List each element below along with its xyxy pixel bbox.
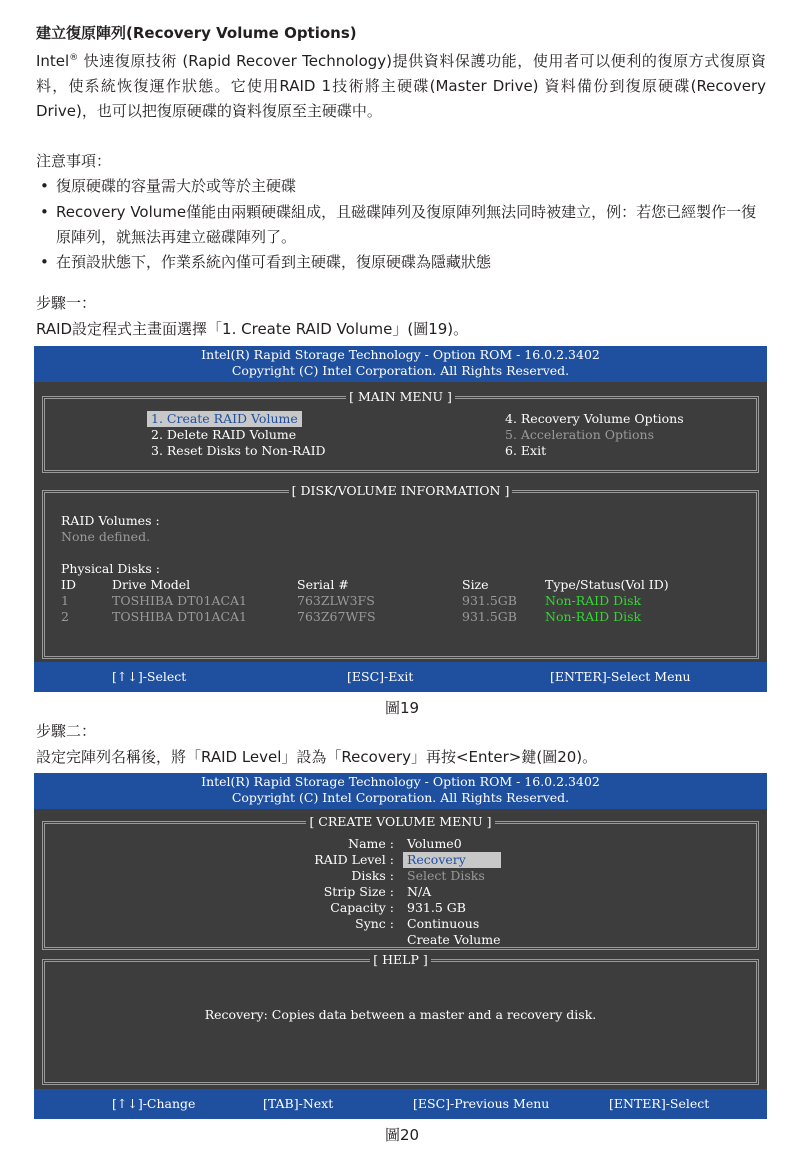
note-item: • 在預設狀態下，作業系統內僅可看到主硬碟，復原硬碟為隱藏狀態 [40, 250, 766, 275]
menu-item-recovery-volume-options[interactable]: 4. Recovery Volume Options [505, 411, 684, 426]
disk-serial: 763ZLW3FS [297, 593, 375, 608]
bios-header [34, 773, 767, 809]
disk-model: TOSHIBA DT01ACA1 [112, 593, 248, 608]
field-label-raid-level: RAID Level : [314, 852, 394, 867]
footer-select-hint: [↑↓]-Select [112, 669, 187, 684]
footer-next-hint: [TAB]-Next [263, 1096, 334, 1111]
figure-20-caption: 圖20 [385, 1126, 420, 1144]
raid-level-field[interactable]: Recovery [403, 852, 501, 868]
footer-select-menu-hint: [ENTER]-Select Menu [550, 669, 691, 684]
capacity-field[interactable]: 931.5 GB [407, 900, 466, 915]
menu-item-exit[interactable]: 6. Exit [505, 443, 547, 458]
footer-previous-menu-hint: [ESC]-Previous Menu [413, 1096, 550, 1111]
header-line2: Copyright (C) Intel Corporation. All Rights Reserved. [231, 790, 570, 805]
disk-size: 931.5GB [462, 593, 517, 608]
bios-main-menu-screen [34, 346, 767, 692]
menu-item-reset-disks[interactable]: 3. Reset Disks to Non-RAID [151, 443, 326, 458]
raid-volumes-label: RAID Volumes : [61, 513, 160, 528]
column-header-drive-model: Drive Model [112, 577, 191, 592]
disk-size: 931.5GB [462, 609, 517, 624]
field-label-strip-size: Strip Size : [323, 884, 394, 899]
note-item: • 復原硬碟的容量需大於或等於主硬碟 [40, 174, 766, 199]
field-label-sync: Sync : [355, 916, 394, 931]
bios-create-volume-screen [34, 773, 767, 1119]
field-label-capacity: Capacity : [330, 900, 394, 915]
physical-disks-label: Physical Disks : [61, 561, 160, 576]
figure-19-caption: 圖19 [385, 699, 420, 717]
column-header-serial: Serial # [297, 577, 349, 592]
bios-footer [34, 662, 767, 692]
step1-heading: 步驟一： [36, 294, 97, 312]
menu-item-delete-raid-volume[interactable]: 2. Delete RAID Volume [151, 427, 297, 442]
intro-paragraph [36, 46, 766, 124]
main-menu-frame [42, 389, 759, 473]
registered-mark: ® [69, 53, 79, 63]
column-header-type-status: Type/Status(Vol ID) [545, 577, 669, 592]
section-title: 建立復原陣列(Recovery Volume Options) [36, 24, 357, 42]
help-text: Recovery: Copies data between a master and a recovery disk. [204, 1007, 597, 1022]
disks-field: Select Disks [407, 868, 485, 883]
bios-footer [34, 1089, 767, 1119]
intro-brand: Intel [36, 52, 70, 70]
notes-heading: 注意事項： [36, 152, 112, 170]
strip-size-field[interactable]: N/A [407, 884, 432, 899]
disk-info-title: [ DISK/VOLUME INFORMATION ] [289, 483, 513, 498]
menu-item-create-raid-volume[interactable]: 1. Create RAID Volume [147, 411, 302, 427]
menu-item-acceleration-options: 5. Acceleration Options [505, 427, 654, 442]
disk-status: Non-RAID Disk [545, 609, 642, 624]
footer-exit-hint: [ESC]-Exit [347, 669, 414, 684]
step1-text: RAID設定程式主畫面選擇「1. Create RAID Volume」(圖19)。 [36, 320, 469, 338]
disk-serial: 763Z67WFS [297, 609, 376, 624]
field-label-name: Name : [348, 836, 394, 851]
disk-info-frame [42, 483, 759, 659]
column-header-id: ID [61, 577, 76, 592]
sync-field[interactable]: Continuous [407, 916, 480, 931]
column-header-size: Size [462, 577, 489, 592]
raid-volumes-value: None defined. [61, 529, 151, 544]
step2-text: 設定完陣列名稱後，將「RAID Level」設為「Recovery」再按<Enter>鍵(圖20)。 [36, 748, 598, 766]
disk-status: Non-RAID Disk [545, 593, 642, 608]
header-line1: Intel(R) Rapid Storage Technology - Option ROM - 16.0.2.3402 [201, 774, 600, 789]
create-volume-title: [ CREATE VOLUME MENU ] [306, 814, 494, 829]
bios-header [34, 346, 767, 382]
footer-select-hint: [ENTER]-Select [609, 1096, 710, 1111]
header-line2: Copyright (C) Intel Corporation. All Rights Reserved. [231, 363, 570, 378]
note-item: • Recovery Volume僅能由兩顆硬碟組成，且磁碟陣列及復原陣列無法同時被建立，例：若您已經製作一復原陣列，就無法再建立磁碟陣列了。 [40, 200, 766, 250]
field-label-disks: Disks : [351, 868, 394, 883]
create-volume-button[interactable]: Create Volume [407, 932, 501, 947]
footer-change-hint: [↑↓]-Change [112, 1096, 196, 1111]
help-frame [42, 952, 759, 1085]
disk-id: 2 [61, 609, 69, 624]
disk-id: 1 [61, 593, 69, 608]
step2-heading: 步驟二： [36, 722, 97, 740]
disk-model: TOSHIBA DT01ACA1 [112, 609, 248, 624]
main-menu-title: [ MAIN MENU ] [346, 389, 455, 404]
header-line1: Intel(R) Rapid Storage Technology - Option ROM - 16.0.2.3402 [201, 347, 600, 362]
create-volume-frame [42, 814, 759, 950]
intro-body: 快速復原技術 (Rapid Recover Technology)提供資料保護功能，使用者可以便利的復原方式復原資料，使系統恢復運作狀態。它使用RAID 1技術將主硬碟(Master Drive) 資料備份到復原硬碟(Recovery Drive)，也可以把復原硬碟的資料復原至主硬碟中。 [36, 52, 766, 120]
name-field[interactable]: Volume0 [407, 836, 462, 851]
help-title: [ HELP ] [370, 952, 430, 967]
